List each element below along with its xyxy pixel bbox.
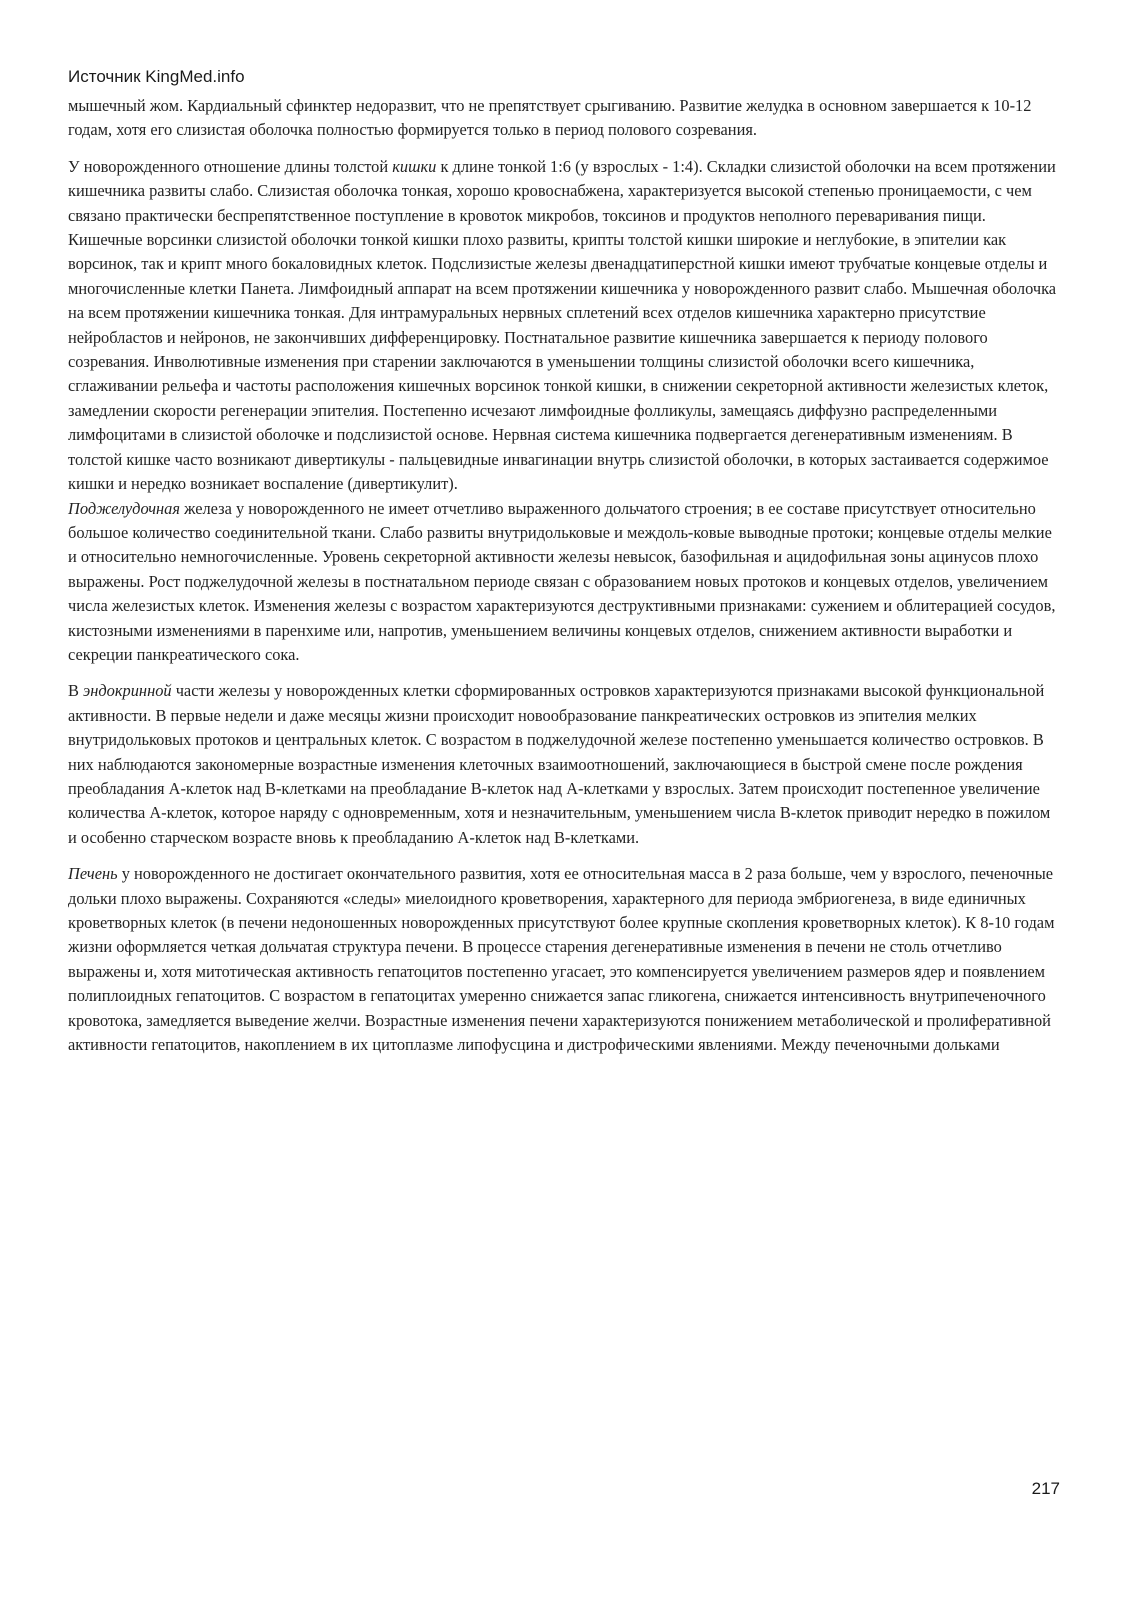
paragraph-text-post: к длине тонкой 1:6 (у взрослых - 1:4). Складки слизистой оболочки на всем протяжении кишечника развиты слабо. Слизистая оболочка тонкая, хорошо кровоснабжена, характеризуется высокой степенью проницаемости, с чем связано практически беспрепятственное поступление в кровоток микробов, токсинов и продуктов неполного переваривания пищи. Кишечные ворсинки слизистой оболочки тонкой кишки плохо развиты, крипты толстой кишки широкие и неглубокие, в эпителии как ворсинок, так и крипт много бокаловидных клеток. Подслизистые железы двенадцатиперстной кишки имеют трубчатые концевые отделы и многочисленные клетки Панета. Лимфоидный аппарат на всем протяжении кишечника у новорожденного развит слабо. Мышечная оболочка на всем протяжении кишечника тонкая. Для интрамуральных нервных сплетений всех отделов кишечника характерно присутствие нейробластов и нейронов, не закончивших дифференцировку. Постнатальное развитие кишечника завершается к периоду полового созревания. Инволютивные изменения при старении заключаются в уменьшении толщины слизистой оболочки всего кишечника, сглаживании рельефа и частоты расположения кишечных ворсинок тонкой кишки, в снижении секреторной активности железистых клеток, замедлении скорости регенерации эпителия. Постепенно исчезают лимфоидные фолликулы, замещаясь диффузно распределенными лимфоцитами в слизистой оболочке и подслизистой основе. Нервная система кишечника подвергается дегенеративным изменениям. В толстой кишке часто возникают дивертикулы - пальцевидные инвагинации внутрь слизистой оболочки, в которых застаивается содержимое кишки и нередко возникает воспаление (дивертикулит).	[68, 156, 1057, 494]
paragraph-endocrine	[68, 679, 1058, 850]
term-italic: эндокринной	[83, 681, 172, 701]
paragraph-text: мышечный жом. Кардиальный сфинктер недоразвит, что не препятствует срыгиванию. Развитие желудка в основном завершается к 10-12 годам, хотя его слизистая оболочка полностью формируется только в период полового созревания.	[68, 96, 1032, 140]
paragraph-text-post: железа у новорожденного не имеет отчетливо выраженного дольчатого строения; в ее составе присутствует относительно большое количество соединительной ткани. Слабо развиты внутридольковые и междоль-ковые выводные протоки; концевые отделы мелкие и относительно немногочисленные. Уровень секреторной активности железы невысок, базофильная и ацидофильная зоны ацинусов плохо выражены. Рост поджелудочной железы в постнатальном периоде связан с образованием новых протоков и концевых отделов, увеличением числа железистых клеток. Изменения железы с возрастом характеризуются деструктивными признаками: сужением и облитерацией сосудов, кистозными изменениями в паренхиме или, напротив, уменьшением величины концевых отделов, снижением активности выработки и секреции панкреатического сока.	[68, 498, 1056, 664]
source-header: Источник KingMed.info	[68, 67, 245, 86]
paragraph-text-post: части железы у новорожденных клетки сформированных островков характеризуются признаками высокой функциональной активности. В первые недели и даже месяцы жизни происходит новообразование панкреатических островков из эпителия мелких внутридольковых протоков и центральных клеток. С возрастом в поджелудочной железе постепенно уменьшается количество островков. В них наблюдаются закономерные возрастные изменения клеточных взаимоотношений, заключающиеся в быстрой смене после рождения преобладания А-клеток над В-клетками на преобладание В-клеток над А-клетками у взрослых. Затем происходит постепенное увеличение количества А-клеток, которое наряду с одновременным, хотя и незначительным, уменьшением числа В-клеток приводит нередко в пожилом и особенно старческом возрасте вновь к преобладанию А-клеток над В-клетками.	[68, 681, 1051, 847]
paragraph-intestine	[68, 155, 1058, 497]
paragraph-text-pre: У новорожденного отношение длины толстой	[68, 156, 393, 176]
paragraph-stomach	[68, 94, 1058, 143]
paragraph-text-post: у новорожденного не достигает окончательного развития, хотя ее относительная масса в 2 раза больше, чем у взрослого, печеночные дольки плохо выражены. Сохраняются «следы» миелоидного кроветворения, характерного для периода эмбриогенеза, в виде единичных кроветворных клеток (в печени недоношенных новорожденных присутствуют более крупные скопления кроветворных клеток). К 8-10 годам жизни оформляется четкая дольчатая структура печени. В процессе старения дегенеративные изменения в печени не столь отчетливо выражены и, хотя митотическая активность гепатоцитов постепенно угасает, это компенсируется увеличением размеров ядер и появлением полиплоидных гепатоцитов. С возрастом в гепатоцитах умеренно снижается запас гликогена, снижается интенсивность внутрипеченочного кровотока, замедляется выведение желчи. Возрастные изменения печени характеризуются понижением метаболической и пролиферативной активности гепатоцитов, накоплением в их цитоплазме липофусцина и дистрофическими явлениями. Между печеночными дольками	[68, 864, 1055, 1055]
term-italic: Поджелудочная	[68, 498, 180, 518]
paragraph-text-pre: В	[68, 681, 84, 701]
body-text	[68, 94, 1058, 1057]
page-number: 217	[1031, 1479, 1060, 1498]
paragraph-liver	[68, 862, 1058, 1057]
term-italic: Печень	[68, 864, 118, 884]
term-italic: кишки	[392, 156, 437, 176]
paragraph-pancreas	[68, 497, 1058, 668]
